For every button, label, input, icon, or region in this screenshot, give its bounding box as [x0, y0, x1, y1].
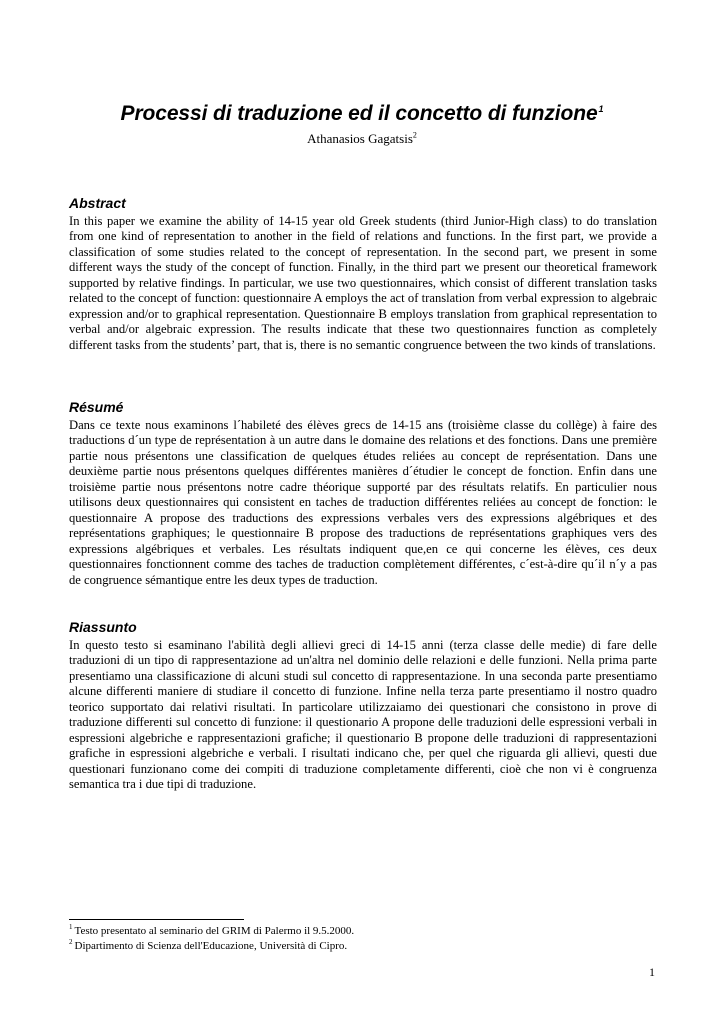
title-footnote-marker[interactable]: 1: [598, 104, 604, 114]
riassunto-text: In questo testo si esaminano l'abilità degli allievi greci di 14-15 anni (terza classe delle medie) di fare delle traduzioni di un tipo di rappresentazione ad un'altra nel dominio delle relazioni e delle funzioni. Nella prima parte presentiamo una classificazione di alcuni studi sul concetto di rappresentazione. In una seconda parte presentiamo alcune differenti maniere di studiare il concetto di funzione. Infine nella terza parte presentiamo il nostro quadro teorico supportato dai relativi risultati. In particolare utilizzaiamo dei questionari che consistono in prove di traduzione differenti sul concetto di funzione: il questionario A propone delle traduzioni delle espressioni verbali in espressioni algebriche e rappresentazioni grafiche; il questionario B propone delle traduzioni di rappresentazioni grafiche in espressioni algebriche e verbali. I risultati indicano che, per quel che riguarda gli allievi, questi due questionari funzionano come dei compiti di traduzione completamente differenti, cioè che non vi è congruenza semantica tra i due tipi di traduzione.: [69, 638, 657, 792]
footnote-1: [69, 924, 629, 938]
author-name: Athanasios Gagatsis: [307, 131, 413, 146]
author-line: [0, 131, 724, 147]
page-number: 1: [649, 965, 655, 979]
riassunto-heading: Riassunto: [69, 619, 137, 635]
abstract-heading: Abstract: [69, 195, 126, 211]
resume-heading: Résumé: [69, 399, 124, 415]
footnote-1-mark: 1: [69, 923, 73, 932]
abstract-text: In this paper we examine the ability of 14-15 year old Greek students (third Junior-High class) to do translation from one kind of representation to another in the field of relations and functions. In the first part, we provide a classification of some studies related to the concept of representation. In the second part, we present in some different ways the study of the concept of function. Finally, in the third part we present our theoretical framework supported by relative findings. In particular, we use two questionnaires, which consist of different translation tasks related to the concept of function: questionnaire A employs the act of translation from verbal expression to algebraic expression and/or to graphical representation. Questionnaire B employs translation from graphical representation to verbal and/or algebraic expression. The results indicate that these two questionnaires function as completely different tasks from the students’ part, that is, there is no semantic congruence between the two kinds of translations.: [69, 214, 657, 352]
paper-title: [0, 101, 724, 127]
footnote-2-mark: 2: [69, 938, 73, 947]
footnote-1-text: Testo presentato al seminario del GRIM di Palermo il 9.5.2000.: [74, 925, 355, 937]
footnote-2-text: Dipartimento di Scienza dell'Educazione, Università di Cipro.: [74, 940, 348, 952]
footnote-2: [69, 939, 629, 953]
resume-text: Dans ce texte nous examinons l´habileté des élèves grecs de 14-15 ans (troisième classe du collège) à faire des traductions d´un type de représentation à un autre dans le domaine des relations et des fonctions. Dans une première partie nous présentons une classification de quelques études reliées au concept de représentation. Dans une deuxième partie nous présentons quelques différentes manières d´étudier le concept de fonction. Enfin dans une troisième partie nous présentons notre cadre théorique supporté par des résultats relatifs. En particulier nous utilisons deux questionnaires qui consistent en taches de traduction différentes reliées au concept de fonction: le questionnaire A propose des traductions des expressions verbales vers des expressions algébriques et des représentations graphiques; le questionnaire B propose des traductions de représentations graphiques vers des expressions algébriques et verbales. Les résultats indiquent que,en ce qui concerne les élèves, ces deux questionnaires fonctionnent comme des taches de traduction complètement différentes, c´est-à-dire qu´il n´y a pas de congruence sémantique entre les deux types de traduction.: [69, 418, 657, 587]
footnote-separator: [69, 919, 244, 920]
author-footnote-marker[interactable]: 2: [412, 130, 417, 140]
paper-title-text: Processi di traduzione ed il concetto di funzione: [120, 102, 598, 125]
